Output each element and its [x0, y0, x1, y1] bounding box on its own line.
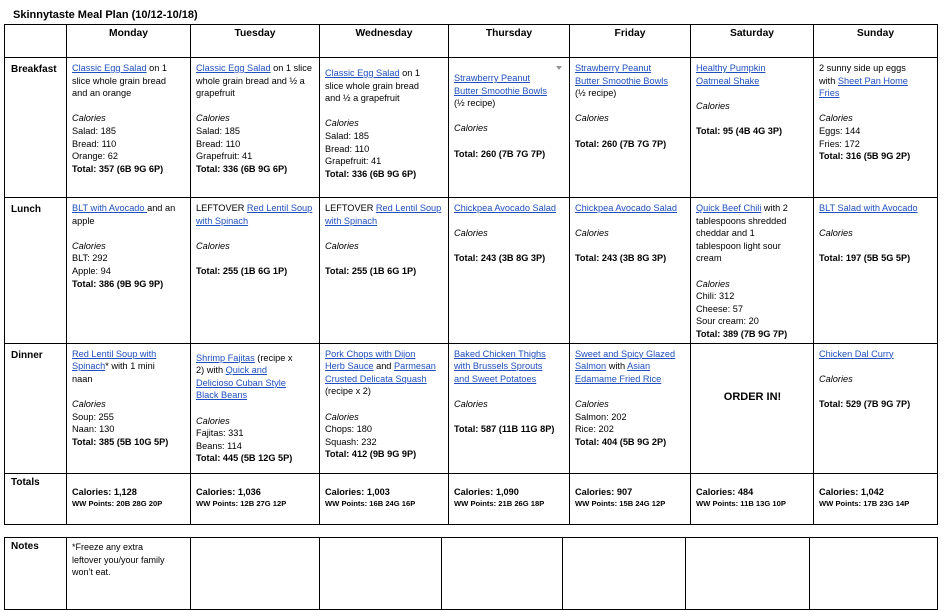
calories-label: Calories	[696, 100, 730, 111]
dinner-tuesday: Shrimp Fajitas (recipe x 2) with Quick and Delicioso Cuban Style Black Beans Calories Fajitas: 331 Beans: 114 Total: 445 (5B 12G 5P)	[191, 343, 320, 473]
breakfast-row	[5, 58, 938, 198]
recipe-link[interactable]: Spinach	[72, 361, 106, 372]
totals-thursday: Calories: 1,090 WW Points: 21B 26G 18P	[449, 473, 570, 524]
recipe-link[interactable]: BLT Salad with Avocado	[819, 203, 918, 213]
recipe-link[interactable]: Black Beans	[196, 390, 248, 401]
recipe-link[interactable]: Strawberry Peanut	[575, 63, 652, 73]
recipe-link[interactable]: Edamame Fried Rice	[575, 373, 662, 384]
notes-sunday	[810, 538, 938, 610]
notes-friday	[563, 538, 686, 610]
meal-plan-table	[4, 24, 938, 525]
calories-label: Calories	[454, 398, 488, 409]
day-header-sunday: Sunday	[814, 25, 938, 58]
recipe-link[interactable]: Delicioso Cuban Style	[196, 377, 286, 388]
recipe-link[interactable]: Red Lentil Soup	[375, 203, 442, 213]
recipe-link[interactable]: and Sweet Potatoes	[454, 373, 537, 384]
recipe-link[interactable]: Asian	[627, 361, 651, 372]
corner-cell	[5, 25, 67, 58]
recipe-link[interactable]: Fries	[819, 88, 840, 99]
meal-total: Total: 389 (7B 9G 7P)	[696, 328, 788, 339]
breakfast-sunday: 2 sunny side up eggs with Sheet Pan Home Fries Calories Eggs: 144 Fries: 172 Total: 316 (5B 9G 2P)	[814, 58, 938, 198]
recipe-link[interactable]: Salmon	[575, 361, 607, 372]
meal-total: Total: 336 (6B 9G 6P)	[196, 163, 288, 174]
recipe-link[interactable]: BLT with Avocado	[72, 203, 148, 213]
recipe-link[interactable]: Butter Smoothie Bowls	[575, 75, 668, 86]
breakfast-wednesday: Classic Egg Salad on 1 slice whole grain bread and ½ a grapefruit Calories Salad: 185 Bread: 110 Grapefruit: 41 Total: 336 (6B 9G 6P)	[320, 58, 449, 198]
lunch-friday	[570, 198, 691, 344]
lunch-row	[5, 198, 938, 344]
recipe-link[interactable]: Butter Smoothie Bowls	[454, 85, 547, 96]
day-header-tuesday: Tuesday	[191, 25, 320, 58]
calories-label: Calories	[196, 415, 230, 426]
dinner-thursday	[449, 343, 570, 473]
recipe-link[interactable]: Quick Beef Chili	[696, 203, 762, 213]
row-label-totals: Totals	[5, 473, 67, 524]
calories-label: Calories	[819, 228, 853, 239]
calories-label: Calories	[325, 118, 359, 129]
lunch-tuesday: LEFTOVER Red Lentil Soup with Spinach Calories Total: 255 (1B 6G 1P)	[191, 198, 320, 344]
meal-total: Total: 95 (4B 4G 3P)	[696, 125, 783, 136]
totals-sunday: Calories: 1,042 WW Points: 17B 23G 14P	[814, 473, 938, 524]
day-header-saturday: Saturday	[691, 25, 814, 58]
recipe-link[interactable]: Red Lentil Soup	[246, 203, 313, 213]
recipe-link[interactable]: Chickpea Avocado Salad	[454, 203, 556, 213]
totals-wednesday: Calories: 1,003 WW Points: 16B 24G 16P	[320, 473, 449, 524]
meal-total: Total: 587 (11B 11G 8P)	[454, 424, 555, 435]
recipe-link[interactable]: Classic Egg Salad	[72, 63, 147, 73]
header-row	[5, 25, 938, 58]
meal-total: Total: 316 (5B 9G 2P)	[819, 151, 911, 162]
order-in-note: ORDER IN!	[723, 390, 782, 403]
recipe-link[interactable]: Pork Chops with Dijon	[325, 348, 416, 359]
dinner-sunday	[814, 343, 938, 473]
lunch-thursday	[449, 198, 570, 344]
calories-label: Calories	[196, 240, 230, 251]
totals-saturday: Calories: 484 WW Points: 11B 13G 10P	[691, 473, 814, 524]
calories-label: Calories	[575, 228, 609, 239]
day-header-thursday: Thursday	[449, 25, 570, 58]
dinner-wednesday: Pork Chops with Dijon Herb Sauce and Parmesan Crusted Delicata Squash (recipe x 2) Calories Chops: 180 Squash: 232 Total: 412 (9B 9G 9P)	[320, 343, 449, 473]
meal-total: Total: 357 (6B 9G 6P)	[72, 163, 164, 174]
recipe-link[interactable]: with Brussels Sprouts	[454, 361, 543, 372]
meal-total: Total: 386 (9B 9G 9P)	[72, 278, 164, 289]
calories-label: Calories	[575, 398, 609, 409]
totals-tuesday: Calories: 1,036 WW Points: 12B 27G 12P	[191, 473, 320, 524]
notes-thursday	[442, 538, 563, 610]
dinner-saturday	[691, 343, 814, 473]
recipe-link[interactable]: Classic Egg Salad	[196, 63, 271, 73]
calories-label: Calories	[72, 113, 106, 124]
recipe-link[interactable]: Quick and	[225, 365, 267, 376]
meal-total: Total: 243 (3B 8G 3P)	[575, 253, 667, 264]
day-header-wednesday: Wednesday	[320, 25, 449, 58]
calories-label: Calories	[575, 113, 609, 124]
day-header-monday: Monday	[67, 25, 191, 58]
recipe-link[interactable]: Red Lentil Soup with	[72, 348, 157, 359]
breakfast-thursday: Strawberry Peanut Butter Smoothie Bowls (½ recipe) Calories Total: 260 (7B 7G 7P)	[449, 58, 570, 198]
meal-total: Total: 529 (7B 9G 7P)	[819, 398, 911, 409]
calories-label: Calories	[325, 411, 359, 422]
meal-total: Total: 336 (6B 9G 6P)	[325, 168, 417, 179]
dinner-row	[5, 343, 938, 473]
breakfast-monday: Classic Egg Salad on 1 slice whole grain bread and an orange Calories Salad: 185 Bread: 110 Orange: 62 Total: 357 (6B 9G 6P)	[67, 58, 191, 198]
recipe-link[interactable]: Strawberry Peanut	[454, 73, 531, 83]
meal-total: Total: 445 (5B 12G 5P)	[196, 453, 293, 464]
meal-total: Total: 260 (7B 7G 7P)	[575, 138, 667, 149]
lunch-saturday: Quick Beef Chili with 2 tablespoons shredded cheddar and 1 tablespoon light sour cream Calories Chili: 312 Cheese: 57 Sour cream: 20 Total: 389 (7B 9G 7P)	[691, 198, 814, 344]
calories-label: Calories	[196, 113, 230, 124]
lunch-wednesday: LEFTOVER Red Lentil Soup with Spinach Calories Total: 255 (1B 6G 1P)	[320, 198, 449, 344]
recipe-link[interactable]: Classic Egg Salad	[325, 68, 400, 78]
recipe-link[interactable]: Herb Sauce	[325, 361, 374, 372]
recipe-link[interactable]: with Spinach	[196, 215, 249, 226]
calories-label: Calories	[454, 228, 488, 239]
notes-tuesday	[191, 538, 320, 610]
lunch-sunday	[814, 198, 938, 344]
day-header-friday: Friday	[570, 25, 691, 58]
recipe-link[interactable]: with Spinach	[325, 215, 378, 226]
breakfast-tuesday: Classic Egg Salad on 1 slice whole grain bread and ½ a grapefruit Calories Salad: 185 Bread: 110 Grapefruit: 41 Total: 336 (6B 9G 6P)	[191, 58, 320, 198]
calories-label: Calories	[325, 240, 359, 251]
recipe-link[interactable]: Healthy Pumpkin	[696, 63, 766, 73]
calories-label: Calories	[454, 123, 488, 134]
recipe-link[interactable]: Sheet Pan Home	[837, 75, 908, 86]
dinner-monday: Red Lentil Soup with Spinach* with 1 mini naan Calories Soup: 255 Naan: 130 Total: 385 (5B 10G 5P)	[67, 343, 191, 473]
calories-label: Calories	[696, 278, 730, 289]
totals-friday: Calories: 907 WW Points: 15B 24G 12P	[570, 473, 691, 524]
recipe-link[interactable]: Chickpea Avocado Salad	[575, 203, 677, 213]
notes-monday: *Freeze any extra leftover you/your family won’t eat.	[67, 538, 191, 610]
recipe-link[interactable]: Baked Chicken Thighs	[454, 348, 546, 359]
breakfast-saturday	[691, 58, 814, 198]
calories-label: Calories	[819, 113, 853, 124]
calories-label: Calories	[72, 240, 106, 251]
row-label-notes: Notes	[5, 538, 67, 610]
recipe-link[interactable]: Shrimp Fajitas	[196, 352, 255, 363]
row-label-lunch: Lunch	[5, 198, 67, 344]
totals-row	[5, 473, 938, 524]
calories-label: Calories	[72, 398, 106, 409]
notes-wednesday	[320, 538, 442, 610]
recipe-link[interactable]: Crusted Delicata Squash	[325, 373, 427, 384]
calories-label: Calories	[819, 373, 853, 384]
document-title: Skinnytaste Meal Plan (10/12-10/18)	[13, 9, 198, 21]
notes-row	[5, 538, 938, 610]
notes-saturday	[686, 538, 810, 610]
recipe-link[interactable]: Parmesan	[393, 361, 436, 372]
recipe-link[interactable]: Oatmeal Shake	[696, 75, 760, 86]
recipe-link[interactable]: Chicken Dal Curry	[819, 348, 894, 359]
meal-total: Total: 243 (3B 8G 3P)	[454, 253, 546, 264]
meal-total: Total: 412 (9B 9G 9P)	[325, 449, 417, 460]
recipe-link[interactable]: Sweet and Spicy Glazed	[575, 348, 676, 359]
totals-monday: Calories: 1,128 WW Points: 20B 28G 20P	[67, 473, 191, 524]
notes-table	[4, 537, 938, 610]
row-label-dinner: Dinner	[5, 343, 67, 473]
dinner-friday: Sweet and Spicy Glazed Salmon with Asian Edamame Fried Rice Calories Salmon: 202 Rice: 202 Total: 404 (5B 9G 2P)	[570, 343, 691, 473]
meal-total: Total: 260 (7B 7G 7P)	[454, 148, 546, 159]
lunch-monday: BLT with Avocado and an apple Calories BLT: 292 Apple: 94 Total: 386 (9B 9G 9P)	[67, 198, 191, 344]
row-label-breakfast: Breakfast	[5, 58, 67, 198]
meal-total: Total: 385 (5B 10G 5P)	[72, 436, 169, 447]
meal-total: Total: 404 (5B 9G 2P)	[575, 436, 667, 447]
breakfast-friday: Strawberry Peanut Butter Smoothie Bowls (½ recipe) Calories Total: 260 (7B 7G 7P)	[570, 58, 691, 198]
meal-total: Total: 197 (5B 5G 5P)	[819, 253, 911, 264]
meal-total: Total: 255 (1B 6G 1P)	[325, 265, 417, 276]
meal-total: Total: 255 (1B 6G 1P)	[196, 265, 288, 276]
